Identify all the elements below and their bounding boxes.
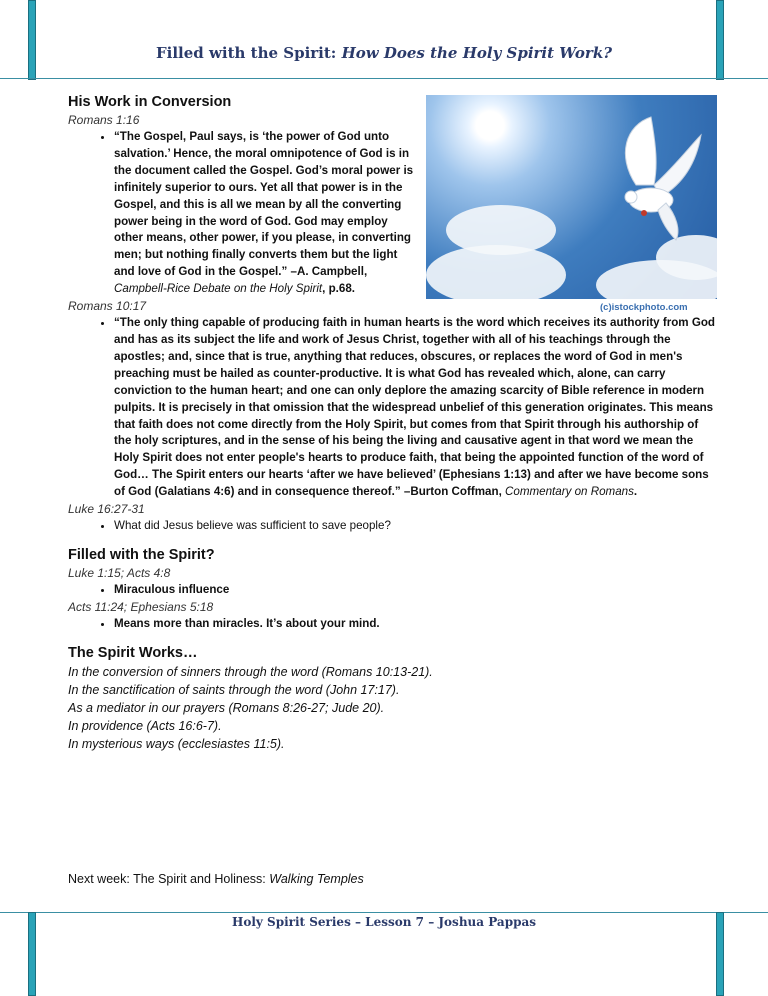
- title-italic: How Does the Holy Spirit Work?: [341, 44, 612, 62]
- photo-credit: (c)istockphoto.com: [600, 302, 688, 313]
- main-content: [68, 92, 718, 753]
- footer-title: Holy Spirit Series – Lesson 7 – Joshua Pappas: [231, 915, 537, 929]
- works-line: In providence (Acts 16:6-7).: [68, 718, 222, 733]
- works-line: In the conversion of sinners through the word (Romans 10:13-21).: [68, 664, 433, 679]
- question-item: • What did Jesus believe was sufficient to save people?: [114, 518, 718, 535]
- list-item: • Means more than miracles. It’s about your mind.: [114, 616, 718, 633]
- section-heading-filled: Filled with the Spirit?: [68, 546, 215, 563]
- list-item: • Miraculous influence: [114, 582, 718, 599]
- works-line: In mysterious ways (ecclesiastes 11:5).: [68, 736, 285, 751]
- footer-rule: [0, 912, 768, 913]
- coffman-quote: • “The only thing capable of producing faith in human hearts is the word which receives its authority from God and has as its subject the life and work of Jesus Christ, together with all of his teachings through the apostles; and, since that is true, anything that reduces, obscures, or replaces the word of God in men's preaching must be hailed as counter-productive. It is what God has revealed which, alone, can carry conviction to the human heart; and one can only deplore the amazing scarcity of Bible reference in modern pulpits. It is precisely in that omission that the widespread unbelief of this generation originates. This means that faith does not come directly from the Holy Spirit, but comes from that Spirit through his authorship of the holy scriptures, and in the sense of his being the living and causative agent in that word we mean the Holy Spirit does not enter people's hearts to produce faith, that being the appointed function of the word of God… The Spirit enters our hearts ‘after we have believed’ (Ephesians 1:13) and after we have become sons of God (Galatians 4:6) and in consequence thereof.” –Burton Coffman, Commentary on Romans.: [114, 315, 718, 501]
- top-left-bar: [28, 0, 36, 80]
- title-plain: Filled with the Spirit:: [155, 44, 342, 62]
- scripture-ref: Acts 11:24; Ephesians 5:18: [68, 599, 214, 614]
- next-week-note: Next week: The Spirit and Holiness: Walking Temples: [68, 872, 364, 886]
- section-heading-works: The Spirit Works…: [68, 644, 198, 661]
- works-line: As a mediator in our prayers (Romans 8:26-27; Jude 20).: [68, 700, 385, 715]
- top-right-bar: [716, 0, 724, 80]
- scripture-ref: Romans 1:16: [68, 113, 140, 127]
- works-line: In the sanctification of saints through the word (John 17:17).: [68, 682, 400, 697]
- scripture-ref: Romans 10:17: [68, 299, 147, 314]
- scripture-ref: Luke 1:15; Acts 4:8: [68, 565, 171, 580]
- scripture-ref: Luke 16:27-31: [68, 502, 145, 517]
- section-heading-conversion: His Work in Conversion: [68, 94, 232, 110]
- campbell-quote: • “The Gospel, Paul says, is ‘the power of God unto salvation.’ Hence, the moral omnipotence of God is in the document called the Gospel. God’s moral power is infinitely superior to ours. Yet all that power is in the Gospel, and this is all we mean by all the converting power being in the word of God. God may employ other means, other power, if you please, in converting men; but nothing finally converts them but the light and love of God in the Gospel.” –A. Campbell, Campbell-Rice Debate on the Holy Spirit, p.68.: [114, 129, 414, 298]
- works-list: [68, 663, 718, 753]
- page-title: [0, 44, 768, 62]
- header-rule: [0, 78, 768, 79]
